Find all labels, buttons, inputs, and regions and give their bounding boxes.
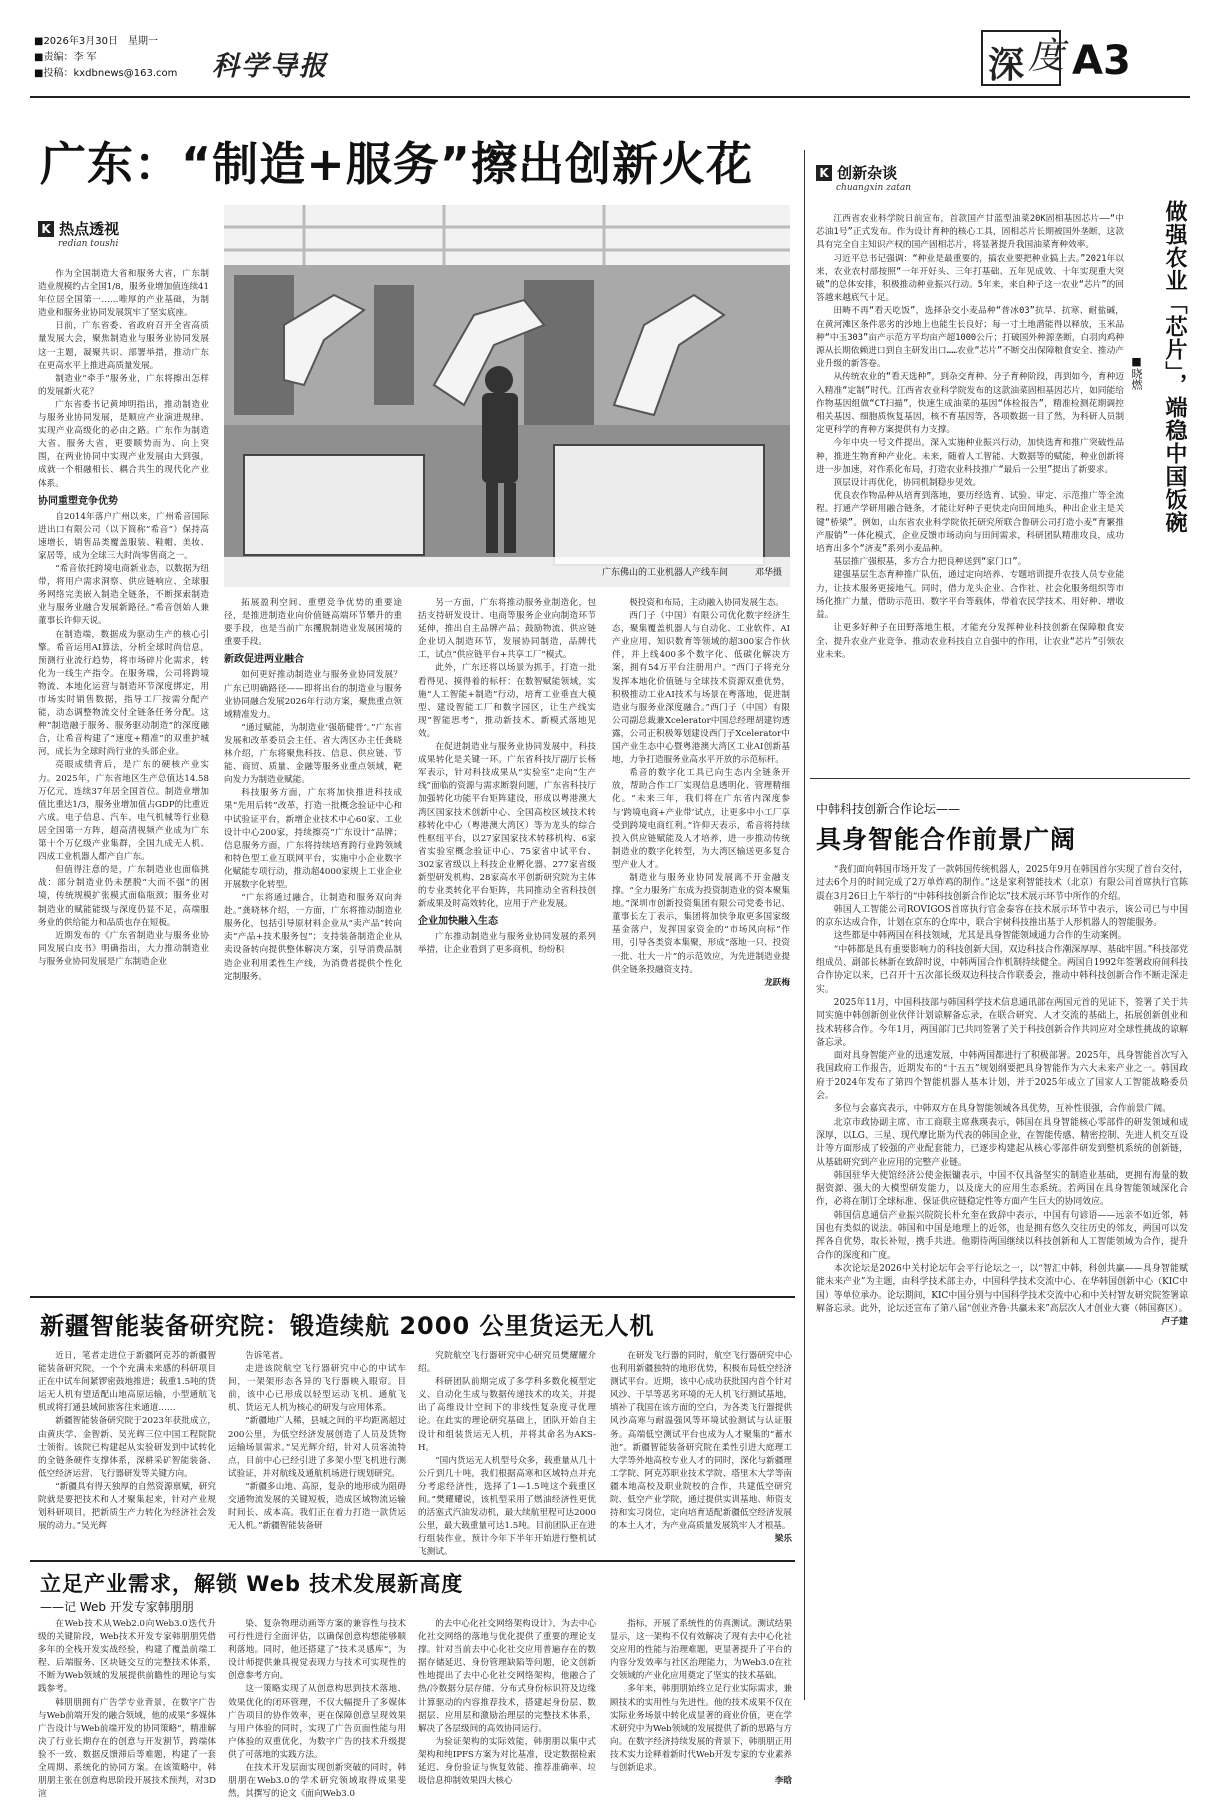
rule-above-xinjiang [30,1296,795,1298]
lead-col-2 [224,597,402,1290]
column-tag-pinyin: redian toushi [58,239,119,249]
rule-above-web [30,1560,795,1562]
paragraph: 2025年11月，中国科技部与韩国科学技术信息通讯部在两国元首的见证下，签署了关于共同实施中韩创新创业伙伴计划谅解备忘录，在联合研究、人才交流的基础上，拓展创新创业和技术转移合作。今年1月，两国部门已共同签署了关于科技创新合作共同应对全球性挑战的谅解备忘录。 [816,997,1188,1048]
paragraph: 顶层设计再优化，协同机制稳步见效。 [833,478,982,489]
paragraph: 多位与会嘉宾表示，中韩双方在具身智能领域各具优势，互补性很强，合作前景广阔。 [833,1104,1172,1115]
paragraph: 面对具身智能产业的迅速发展，中韩两国都进行了积极部署。2025年，具身智能首次写入我国政府工作报告，近期发布的“十五五”规划纲要把具身智能作为六大未来产业之一。韩国政府于2024年发布了第四个智能机器人基本计划，并于2025年成立了国家人工智能战略委员会。 [816,1051,1188,1102]
web-col-1 [38,1618,216,1800]
column-tag-name: 热点透视 [59,220,120,238]
paragraph: 广东省委书记黄坤明指出，推动制造业与服务业协同发展，是顺应产业演进规律、实现产业高级化的必由之路。广东作为制造大省、服务大省，更要顺势而为、向上突围，在两业协同中实现产业发展由大到强，成就一个相融相长、耦合共生的现代化产业体系。 [38,399,209,489]
lead-byline: 龙跃梅 [764,977,790,988]
paragraph: 韩国信息通信产业振兴院院长朴允奎在致辞中表示，中国有句谚语——远亲不如近邻，韩国也有类似的说法。韩国和中国是地理上的近邻，也是拥有悠久交往历史的邻友，两国可以发挥各自优势，取长补短，携手共进。他期待两国继续以科技创新和人工智能领域为合作，提升合作的深度和广度。 [816,1210,1188,1261]
paragraph: 这一策略实现了从创意构思到技术落地、效果优化的闭环管理，不仅大幅提升了多媒体广告项目的协作效率，更在保障创意呈现效果与用户体验的同时，实现了广告页面性能与用户体验的双重优化，为数字广告的技术升级提供了可落地的实践方法。 [228,1684,406,1760]
paragraph: 日前，广东省委、省政府召开全省高质量发展大会，聚焦制造业与服务业协同发展这一主题，凝聚共识、部署举措，推动广东在更高水平上推进高质量发展。 [38,321,209,371]
paragraph: “新疆地广人稀，县城之间的平均距离超过200公里，为低空经济发展创造了人员及货物运输场景需求。”吴光辉介绍，针对人员客流特点，目前中心已经引进了多架小型飞机进行测试验证，并对航线及通航机场进行规划研究。 [228,1416,406,1479]
forum-kicker: 中韩科技创新合作论坛—— [816,802,961,816]
paragraph: 基层推广强根基，多方合力把良种送到“家门口”。 [833,557,1027,568]
rule-right-mid [810,778,1190,779]
paragraph: 习近平总书记强调：“种业是最重要的，搞农业要把种业搞上去。”2021年以来，农业农村部按照“一年开好头、三年打基础、五年见成效、十年实现重大突破”的总体安排，积极推动种业振兴行动。5年来，来自种子这一农业“芯片”的回答越来越底气十足。 [816,253,1124,304]
lead-col-4 [612,597,790,1290]
paragraph: 自2014年落户广州以来，广州希音国际进出口有限公司（以下简称“希音”）保持高速增长，销售品类覆盖服装、鞋帽、美妆、家居等，成为全球三大时尚零售商之一。 [38,511,209,561]
xinjiang-col-4 [610,1350,792,1555]
paragraph: 北京市政协副主席、市工商联主席燕瑛表示，韩国在具身智能核心零部件的研发领域和成深厚，以LG、三星、现代摩比斯为代表的韩国企业，在智能传感、精密控制、先进人机交互设计等方面形成了较强的产业配套能力，已逐步构建起从核心零部件研发到整机系统的创新链，从基础研究到产业应用的完整产业链。 [816,1117,1188,1168]
section-mark [981,30,1065,86]
photo-credit: 邓华摄 [754,568,782,578]
paragraph: 多年来，韩朋朋始终立足行业实际需求，兼顾技术的实用性与先进性。他的技术成果不仅在实际业务场景中转化成显著的商业价值，更在学术研究中为Web领域的发展提供了新的思路与方向。在数字经济持续发展的背景下，韩朋朋正用技术实力诠释着新时代Web开发专家的专业素养与创新追求。 [610,1684,793,1774]
date-line: ■2026年3月30日 星期一 [34,36,158,47]
web-col-3 [418,1618,596,1787]
paragraph: 走进该院航空飞行器研究中心的中试车间，一架架形态各异的飞行器映入眼帘。目前，该中心已形成以轻型运动飞机、通航飞机、货运无人机为核心的研发与应用体系。 [228,1364,406,1414]
paragraph: 在Web技术从Web2.0向Web3.0迭代升级的关键阶段，Web技术开发专家韩朋朋凭借多年的全栈开发实战经验，构建了覆盖前端工程、后端服务、区块链交互的完整技术体系，不断为Web领域的发展提供前瞻性的理论与实践参考。 [38,1619,216,1695]
paragraph: “我们面向韩国市场开发了一款韩国传统机器人，2025年9月在韩国首尔实现了首台交付，过去6个月的时间完成了2万单炸鸡的制作。”这是家利智能技术（北京）有限公司首席执行官陈震在3月26日上午举行的“中韩科技创新合作论坛”技术展示环节中所作的介绍。 [816,865,1188,902]
paragraph: 西门子（中国）有限公司优化数字经济生态，聚集覆盖机器人与自动化、工业软件、AI产业应用、知识数育等领域的超300家合作伙伴，并上线400多个数字化、低碳化解决方案，拥有54万平台注册用户。“西门子将充分发挥本地化价值链与全球技术资源双重优势，积极推动工业AI技术与场景在粤落地，促进制造业与服务业深度融合。”西门子（中国）有限公司副总裁兼Xcelerator中国总经理胡建钧透露，公司正积极筹划建设西门子Xcelerator中国产业生态中心暨粤港澳大湾区工业AI创新基地，力争打造服务业高水平开放的示范标杆。 [612,611,790,766]
paragraph: 在促进制造业与服务业协同发展中，科技成果转化是关键一环。广东省科技厅副厅长杨军表示，针对科技成果从“实验室”走向“生产线”面临的资源与需求断裂问题，广东省科技厅加强转化功能平台矩阵建设，形成以粤港澳大湾区国家技术创新中心、全国高校区域技术转移转化中心（粤港澳大湾区）等为龙头的综合性枢纽平台，以27家国家技术转移机构、6家省实验室概念验证中心、75家省中试平台、302家省级以上科技企业孵化器、277家省级新型研发机构、28家高水平创新研究院为主体的专业类转化平台矩阵，共同推动全省科技创新成果及时高效转化，应用于产业发展。 [418,742,596,910]
lead-headline: 广东：“制造+服务”擦出创新火花 [40,137,754,191]
paragraph: 制造业与服务业协同发展离不开金融支撑。“全力服务广东成为投资制造业的资本聚集地。”深圳市创新投资集团有限公司党委书记、董事长左丁表示，集团将加快争取更多国家级基金落户，发挥国家资金的“市场风向标”作用，引导各类资本集聚，形成“落地一只、投资一批、壮大一片”的示范效应，为先进制造业提供全链条投融资支持。 [612,872,790,975]
lead-subhead-3: 企业加快融入生态 [418,916,498,928]
paragraph: “中韩都是具有重要影响力的科技创新大国，双边科技合作潮深厚厚、基础牢固。”科技部党组成员、副部长林新在致辞时说，中韩两国合作机制持续健全。两国自1992年签署政府间科技合作协定以来，已召开十五次部长级双边科技合作联委会，推动中韩科技创新合作不断走深走实。 [816,944,1188,995]
section-char-a: 深 [988,44,1025,86]
web-headline: 立足产业需求，解锁 Web 技术发展新高度 [40,1572,464,1596]
paragraph: 的去中心化社交网络架构设计》，为去中心化社交网络的落地与优化提供了重要的理论支撑。针对当前去中心化社交应用普遍存在的数据存储延迟、身份管理缺陷等问题，论文创新性地提出了去中心化社交网络架构，他融合了热/冷数据分层存储、分布式身份标识符及边缘计算驱动的内容推荐技术，搭建起身份层、数据层、应用层和激励治理层的完整技术体系，解决了各层级间的高效协同运行。 [418,1619,596,1734]
forum-body [816,864,1188,1702]
paragraph: 为验证架构的实际效能，韩朋朋以集中式架构和纯IPFS方案为对比基准，设定数据检索延迟、身份验证与恢复效能、推荐准确率、垃圾信息抑制效果四大核心 [418,1736,596,1787]
paragraph: 田畴不再“看天吃饭”，选择杂交小麦品种“普冰03”抗旱、抗寒、耐盐碱，在黄河滩区条件恶劣的沙地上也能生长良好；每一寸土地潜能得以释放，玉米品种“中玉303”亩产示范方平均亩产超1000公斤；打破国外种源垄断，白羽肉鸡种源从长期依赖进口到自主研发出口……农业“芯片”不断交出保障粮食安全、推动产业升级的新答卷。 [816,306,1124,370]
paragraph: 制造业“牵手”服务业，广东将擦出怎样的发展新火花？ [38,373,209,397]
paragraph: 今年中央一号文件提出，深入实施种业振兴行动，加快选育和推广突破性品种，推进生物育种产业化。未来，随着人工智能、大数据等的赋能，种业创新将进一步加速，对作系化布局，打造农业科技推广“最后一公里”提出了新要求。 [816,438,1124,475]
web-byline: 李晗 [774,1776,792,1787]
web-col-4 [610,1618,793,1787]
paragraph: 新疆智能装备研究院于2023年获批成立，由黄庆学、金智新、吴光辉三位中国工程院院士领衔。该院已构建起从实验研发到中试转化的全链条硬件支撑体系，深耕采矿智能装备、低空经济运营、飞行器研发等关键方向。 [38,1416,216,1479]
paragraph: 韩朋朋拥有广告学专业背景，在数字广告与Web前端开发的融合领域，他的成果“多媒体广告设计与Web前端开发的协同策略”，精准解决了行业长期存在的创意与开发割节，跨端体验不一致、数据反馈滞后等难题，构建了一套全周期、系统化的协同方案。在该策略中，韩朋朋主张在创意构思阶段开展技术预判，对3D渲 [38,1697,216,1800]
paragraph: 江西省农业科学院日前宣布，首款国产甘蓝型油菜20K固相基因芯片——“中芯油1号”正式发布。作为设计育种的核心工具，固相芯片长期被国外垄断，这款具有完全自主知识产权的国产固相芯片，将显著提升我国油菜育种效率。 [816,214,1124,251]
paragraph: 拓展盈利空间、重塑竞争优势的重要途径，是推进制造业向价值链高端环节攀升的重要手段，也是当前广东攫脱制造业发展困境的重要手段。 [224,598,402,648]
paragraph: 告诉笔者。 [245,1351,289,1361]
xinjiang-headline: 新疆智能装备研究院：锻造续航 2000 公里货运无人机 [40,1312,655,1340]
paragraph: 本次论坛是2026中关村论坛年会平行论坛之一，以“智汇中韩，科创共赢——具身智能赋能未来产业”为主题，由科学技术部主办，中国科学技术交流中心、在华韩国创新中心（KIC中国）等单位承办。论坛期间，KIC中国分别与中国科学技术交流中心和中关村智友研究院签署谅解备忘录。此外，论坛还宣布了第八届“创业齐鲁·共赢未来”高层次人才创业大赛（韩国赛区）。 [816,1263,1188,1314]
k-logo-icon: K [38,221,54,237]
forum-headline: 具身智能合作前景广阔 [816,825,1077,854]
paragraph: “希音依托跨境电商新业态，以数据为纽带，将用户需求洞察、供应链响应、全球服务网络完美嵌入制造全链条，不断探索制造业与服务业融合发展新路径。”希音创始人兼董事长许仰天说。 [38,564,209,627]
web-subhead: ——记 Web 开发专家韩朋朋 [40,1600,194,1614]
paragraph: “广东将通过融合，让制造和服务双向奔赴。”龚晓林介绍，一方面，广东将推动制造业服务化，包括引导原材料企业从“卖产品”转向卖“产品+技术服务包”；支持装备制造企业从卖设备转向提供整体解决方案，引导消费品制造企业利用柔性生产线，为消费者提供个性化定制服务。 [224,893,402,982]
paragraph: 韩国驻华大使馆经济公使金振镛表示，中国不仅具备坚实的制造业基础，更拥有海量的数据资源、强大的大模型研发能力，以及庞大的应用生态系统。若两国在具身智能领域深化合作，必将在制订全球标准、保证供应链稳定性等方面产生巨大的协同效应。 [816,1170,1188,1208]
lead-column-tag [38,218,198,249]
factory-robot-illustration [224,205,790,587]
commentary-tag [816,162,1016,193]
paragraph: 如何更好推动制造业与服务业协同发展？广东已明确路径——即将出台的制造业与服务业协同融合发展2026年行动方案，聚焦重点领域精准发力。 [224,670,402,720]
photo-caption: 广东佛山的工业机器人产线车间 [601,568,728,578]
paragraph: 染、复杂物理动画等方案的兼容性与技术可行性进行全面评估，以确保创意构想能够顺利落地。同时，他还搭建了“技术灵感库”，为设计师提供兼具视觉表现力与技术可实现性的创意参考方向。 [228,1619,406,1682]
lead-col-3 [418,597,596,1290]
paragraph: 近日，笔者走进位于新疆阿克苏的新疆智能装备研究院，一个个充满未来感的科研项目正在中试车间紧锣密鼓地推进；载重1.5吨的货运无人机有望适配山地高原运输，小型通航飞机或将打通县域间旅客往来通道…… [38,1351,216,1414]
paragraph: 究院航空飞行器研究中心研究员樊耀耀介绍。 [418,1351,596,1375]
paragraph: 让更多好种子在田野落地生根，才能充分发挥种业科技创新在保障粮食安全、提升农业产业竞争、推动农业科技自立自强中的作用，让农业“芯片”引领农业未来。 [816,623,1124,660]
paragraph: 希音的数字化工具已向生态内全链条开放，帮助合作工厂实现信息透明化、管理精细化。“未来三年，我们将在广东省内深度参与‘跨境电商+产业带’试点，让更多中小工厂享受到跨境电商红利。”许仰天表示，希音将持续投入供应链赋能及人才培养，进一步推动传统制造业的数字化转型，为大湾区输送更多复合型产业人才。 [612,768,790,870]
paragraph: 亮眼成绩背后，是广东的硬核产业实力。2025年，广东省地区生产总值达14.58万亿元，连续37年居全国首位。制造业增加值比重达1/3，服务业增加值占GDP的比重近六成。电子信息、汽车、电气机械等行业稳居全国第一方阵，超高清视频产业成为广东第十个万亿级产业集群，全国九成无人机、四成工业机器人都产自广东。 [38,760,209,863]
lead-subhead-2: 新政促进两业融合 [224,654,304,666]
k-logo-icon-2: K [816,165,832,181]
paragraph: “通过赋能，为制造业‘强筋健骨’。”广东省发展和改革委员会主任、省大湾区办主任龚晓林介绍，广东将聚焦科技、信息、供应链、节能、商贸、质量、金融等服务业重点领域，靶向发力为制造业赋能。 [224,722,402,786]
xinjiang-col-1 [38,1350,216,1555]
paragraph: “国内货运无人机型号众多，载重量从几十公斤到几十吨，我们根据高寒和区域特点并充分考虑经济性，选择了1—1.5吨这个载重区间。”樊耀耀说，该机型采用了燃油经济性更优的活塞式汽油发动机，最大续航里程可达2000公里，最大载重量可达1.5吨。目前团队正在进行组装作业，预计今年下半年开始进行整机试飞测试。 [418,1455,596,1558]
commentary-tag-name: 创新杂谈 [837,164,898,182]
paragraph: 极投资和布局，主动融入协同发展生态。 [629,598,784,608]
commentary-vertical-title: 做强农业「芯片」，端稳中国饭碗 [1162,200,1187,534]
paper-name: 科学导报 [212,51,328,82]
email-line: ■投稿：kxdbnews@163.com [34,68,178,79]
paragraph: 在技术开发层面实现创新突破的同时，韩朋朋在Web3.0的学术研究领域取得成果斐然，其撰写的论文《面向Web3.0 [228,1763,406,1800]
lead-subhead-1: 协同重塑竞争优势 [38,495,118,507]
paragraph: 在研发飞行器的同时，航空飞行器研究中心也利用新疆独特的地形优势，积极布局低空经济测试平台。近期，该中心成功获批国内首个针对风沙、干旱等恶劣环境的无人机飞行测试基地，填补了我国在该方面的空白，为各类飞行器提供风沙高寒与耐温强风等环境试验测试与认证服务。高端低空测试平台也成为人才聚集的“蓄水池”。新疆智能装备研究院在柔性引进大庭理工大学等外地高校专业人才的同时，深化与新疆理工学院、阿克苏职业技术学院、塔里木大学等南疆本地高校及职业院校的合作，共建低空研究院、低空产业学院，通过提供实训基地、师资支持和实习岗位，定向培育适配新疆低空经济发展的本土人才，为产业高质量发展筑牢人才根基。 [610,1351,792,1532]
paragraph: 建强基层生态育种推广队伍，通过定向培养、专题培训提升农技人员专业能力，让技术服务更接地气。同时，借力龙头企业、合作社、社会化服务组织等市场化推广力量，借助示范田、数字平台等载体，带着农民学技术、用好种、增收益。 [816,570,1124,621]
xinjiang-col-2 [228,1350,406,1555]
page-number: A3 [1072,38,1131,84]
paragraph: 另一方面，广东将推动服务业制造化，包括支持研发设计、电商等服务企业向制造环节延伸，推出自主品牌产品；鼓励物流、供应链企业切入制造环节，发展协同制造，品牌代工，试点“供应链平台+共享工厂”模式。 [418,598,596,661]
masthead-meta [34,34,194,82]
masthead-rule [30,96,1190,98]
commentary-author: ■晓燃 [1130,355,1143,390]
paragraph: 近期发布的《广东省制造业与服务业协同发展白皮书》明确指出，大力推动制造业与服务业协同发展是广东制造企业 [38,930,209,967]
right-column-divider [804,150,805,1700]
paragraph: 作为全国制造大省和服务大省，广东制造业规模约占全国1/8，服务业增加值连续41年位居全国第一……唯厚的产业基础，为制造业和服务业协同发展筑牢了坚实底座。 [38,269,209,319]
paragraph: 在制造端，数据成为驱动生产的核心引擎。希音运用AI算法，分析全球时尚信息，预测行业流行趋势，将市场碎片化需求，转化为一线生产指令。在服务端，公司将跨境物流、本地化运营与制造环节深度绑定，用市场实时销售数据，指导工厂按需分配产能，动态调整物流交付全链条任务分配。这种“制造融于服务、服务驱动制造”的深度融合，让希音构建了“速度+精准”的双重护城河，成长为全球时尚行业的头部企业。 [38,629,209,758]
paragraph: “新疆多山地、高原，复杂的地形成为阻碍交通物流发展的关键短板，造成区域物流运输时间长、成本高。我们正在着力打造一款货运无人机。”新疆智能装备研 [228,1481,406,1532]
paragraph: 这些都是中韩两国在科技领域，尤其是具身智能领域通力合作的生动案例。 [833,931,1127,942]
paragraph: 科研团队前期完成了多学科多数化模型定义、自动化生成与数据传递技术的攻关，并提出了高维设计空间下的非线性复杂度寻优理论。在此实的理论研究基础上，团队开始自主设计和组装货运无人机，并将其命名为AKS-H。 [418,1377,596,1453]
section-char-b: 度 [1028,36,1065,77]
lead-col-1 [38,268,209,1290]
editor-line: ■责编：李 军 [34,52,97,63]
paragraph: 但值得注意的是，广东制造业也面临挑战：部分制造业仍未摆脱“大而不强”的困境，传统规模扩张模式面临瓶颈；服务业对制造业的赋能能级与深度仍显不足，高端服务业的供给能力和品质也存在短板。 [38,865,209,928]
xinjiang-byline: 梁乐 [774,1534,792,1545]
commentary-tag-pinyin: chuangxin zatan [836,183,912,193]
lead-photo [224,205,790,587]
paragraph: 韩国人工智能公司ROVIGOS首席执行官金泰容在技术展示环节中表示，该公司已与中国的京东达成合作，计划在京东的仓库中，联合宇树科技推出基于人形机器人的智能服务。 [816,904,1188,929]
paragraph: 优良农作物品种从培育到落地，要历经选育、试验、审定、示范推广等全流程。打通产学研用融合链条，才能让好种子更快走向田间地头，种出企业主是关键“桥梁”。例如，山东省农业科学院依托研究所联合鲁研公司打造小麦“育繁推产服销”一体化模式，企业反馈市场动向与田间需求，科研团队精准攻良，成功培育出多个“济麦”系列小麦品种。 [816,491,1124,555]
paragraph: 从传统农业的“看天选种”，到杂交育种、分子育种阶段，再到如今，育种迈入精准“定制”时代。江西省农业科学院发布的这款油菜固相基因芯片，如同能给作物基因组做“CT扫描”，快速生成油菜的基因“体检报告”，精准检测花期调控相关基因、细胞质恢复基因，核不育基因等，各项数据一目了然，为科研人员制定更科学的育种方案提供有力支撑。 [816,372,1124,436]
paragraph: 广东推动制造业与服务业协同发展的系列举措，让企业看到了更多商机，纷纷积 [418,932,596,956]
paragraph: 科技服务方面，广东将加快推进科技成果“先用后转”改革，打造一批概念验证中心和中试验证平台，新增企业技术中心60家、工业设计中心200家，持续擦亮“广东设计”品牌；信息服务方面，广东将持续培育跨行业跨领域和特色型工业互联网平台，实施中小企业数字化赋能专项行动，推动超4000家规上工业企业开展数字化转型。 [224,788,402,890]
forum-byline: 卢子建 [1161,1317,1188,1328]
paragraph: 指标，开展了系统性的仿真测试。测试结果显示，这一架构不仅有效解决了现有去中心化社交应用的性能与治理难题，更显著提升了平台的内容分发效率与社区治理能力，为Web3.0在社交领域的产业化应用奠定了坚实的技术基础。 [610,1619,792,1682]
web-col-2 [228,1618,406,1800]
paragraph: “新疆具有得天独厚的自然资源禀赋，研究院就是要把技术和人才聚集起来，针对产业规划科研项目，把新质生产力转化为经济社会发展的动力。”吴光辉 [38,1481,216,1532]
paragraph: 此外，广东还将以场景为抓手，打造一批看得见、摸得着的标杆：在数智赋能领域，实施“人工智能+制造”行动，培育工业垂直大模型、建设智能工厂和数字园区，让生产线实现“智能思考”，推动新技术、新模式落地见效。 [418,663,596,739]
xinjiang-col-3 [418,1350,596,1558]
commentary-body [816,213,1124,753]
